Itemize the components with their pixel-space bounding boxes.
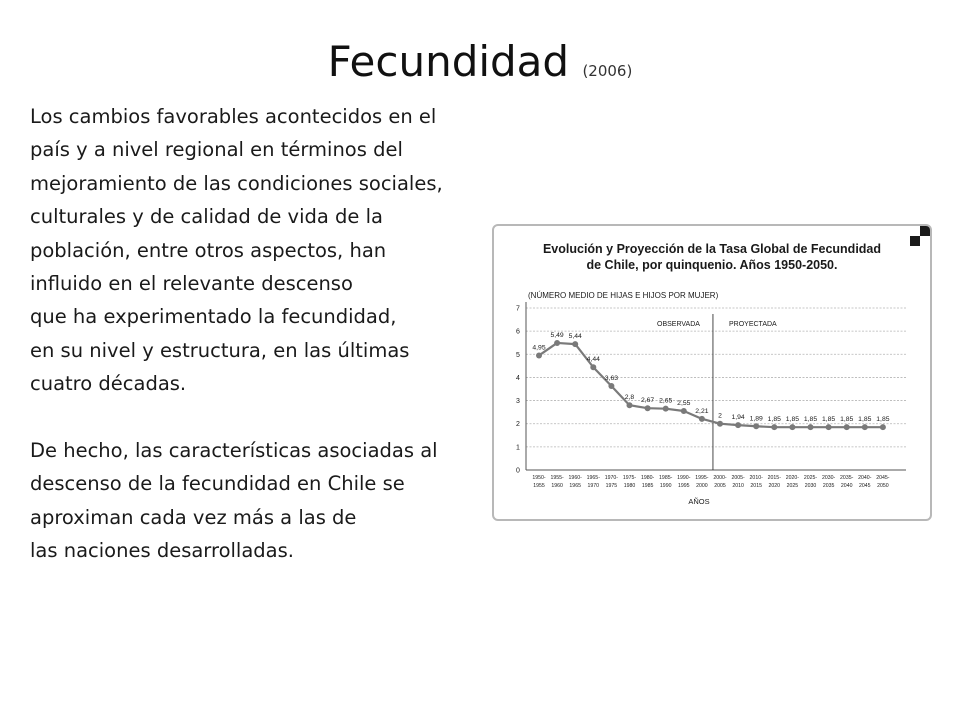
data-point: [572, 341, 578, 347]
x-tick-label: 2020-: [785, 475, 800, 481]
y-axis-label: (NÚMERO MEDIO DE HIJAS E HIJOS POR MUJER): [528, 291, 719, 300]
x-tick-label: 2025-: [803, 475, 818, 481]
text-line: descenso de la fecundidad en Chile se: [30, 472, 405, 496]
data-point: [826, 424, 832, 430]
data-point: [536, 352, 542, 358]
x-tick-label: 2045: [859, 483, 871, 489]
data-point: [608, 383, 614, 389]
data-label: 1,85: [803, 416, 818, 424]
data-point: [590, 364, 596, 370]
data-label: 1,85: [821, 416, 836, 424]
corner-squares-icon: [910, 226, 930, 246]
data-point: [645, 405, 651, 411]
data-label: 5,44: [568, 333, 582, 341]
x-tick-label: 1965-: [586, 475, 600, 481]
text-line: Los cambios favorables acontecidos en el: [30, 105, 437, 128]
x-tick-label: 1995: [678, 483, 690, 489]
text-line: cuatro décadas.: [30, 372, 187, 396]
text-line: mejoramiento de las condiciones sociales,: [30, 171, 443, 195]
projected-label: PROYECTADA: [729, 321, 777, 328]
data-point: [663, 406, 669, 412]
data-label: 2,55: [677, 399, 691, 407]
chart-title: Evolución y Proyección de la Tasa Global de Fecundidad: [542, 242, 882, 256]
data-label: 4,95: [532, 344, 546, 352]
x-tick-label: 2000-: [713, 475, 727, 481]
x-tick-label: 2010-: [749, 475, 763, 481]
y-tick-label: 0: [516, 467, 520, 475]
y-tick-label: 5: [516, 351, 520, 359]
text-line: De hecho, las características asociadas al: [30, 439, 438, 463]
x-tick-label: 1960: [551, 483, 563, 489]
data-label: 2: [718, 412, 722, 420]
data-label: 1,85: [858, 416, 872, 424]
text-line: en su nivel y estructura, en las últimas: [30, 338, 410, 362]
y-tick-label: 4: [516, 374, 520, 382]
data-label: 2,8: [624, 394, 635, 402]
x-tick-label: 2045-: [876, 475, 890, 481]
page-title: [0, 36, 960, 97]
corner-square: [910, 236, 920, 246]
x-tick-label: 1995-: [695, 475, 709, 481]
data-label: 3,63: [604, 374, 619, 382]
fertility-chart: [492, 224, 932, 521]
x-tick-label: 2030-: [821, 475, 836, 481]
data-point: [753, 423, 759, 429]
x-tick-label: 1980-: [640, 475, 655, 481]
x-tick-label: 1970-: [604, 475, 619, 481]
x-tick-label: 2005-: [731, 475, 745, 481]
data-label: 2,67: [640, 397, 655, 405]
data-label: 5,49: [550, 331, 564, 339]
x-tick-label: 2035: [822, 483, 835, 489]
x-tick-label: 1955: [533, 483, 545, 489]
data-point: [862, 424, 868, 430]
data-point: [880, 424, 886, 430]
data-label: 2,21: [695, 407, 709, 415]
x-tick-label: 1975: [605, 483, 618, 489]
data-point: [808, 424, 814, 430]
x-tick-label: 1955-: [550, 475, 564, 481]
y-tick-label: 6: [516, 328, 520, 336]
data-label: 1,85: [840, 416, 854, 424]
x-tick-label: 2035-: [840, 475, 854, 481]
data-label: 2,65: [659, 397, 673, 405]
x-tick-label: 2030: [804, 483, 817, 489]
x-tick-label: 2050: [877, 483, 889, 489]
text-line: influido en el relevante descenso: [30, 272, 353, 296]
x-tick-label: 2020: [768, 483, 781, 489]
x-tick-label: 2040: [840, 483, 853, 489]
x-tick-label: 1990-: [677, 475, 691, 481]
x-tick-label: 1965: [569, 483, 581, 489]
paragraph-2: [30, 434, 500, 568]
x-tick-label: 2000: [696, 483, 708, 489]
data-label: 1,89: [749, 415, 763, 423]
text-line: culturales y de calidad de vida de la: [30, 205, 383, 229]
data-label: 1,85: [785, 416, 800, 424]
text-line: país y a nivel regional en términos del: [30, 138, 403, 162]
data-point: [789, 424, 795, 430]
series-layer: [532, 332, 889, 430]
x-tick-label: 1985: [641, 483, 654, 489]
data-point: [717, 421, 723, 427]
x-tick-label: 2005: [714, 483, 726, 489]
data-point: [735, 422, 741, 428]
data-label: 1,85: [767, 416, 781, 424]
title-main: Fecundidad: [327, 37, 570, 86]
data-point: [681, 408, 687, 414]
x-tick-label: 1960-: [568, 475, 582, 481]
x-tick-label: 1980: [623, 483, 636, 489]
y-tick-label: 2: [516, 421, 520, 429]
data-label: 4,44: [586, 356, 600, 364]
body-text: [30, 100, 500, 568]
x-tick-label: 1950-: [532, 475, 546, 481]
x-axis-label: AÑOS: [688, 497, 710, 506]
x-tick-label: 2015-: [767, 475, 781, 481]
y-tick-label: 1: [516, 444, 520, 452]
y-tick-label: 3: [516, 398, 520, 406]
title-year: (2006): [582, 62, 633, 80]
text-line: aproximan cada vez más a las de: [30, 505, 357, 529]
chart-canvas: [494, 226, 930, 519]
observed-label: OBSERVADA: [657, 321, 700, 328]
data-label: 1,85: [876, 416, 890, 424]
data-point: [627, 402, 633, 408]
text-line: las naciones desarrolladas.: [30, 539, 294, 563]
data-point: [699, 416, 705, 422]
y-tick-label: 7: [516, 305, 520, 313]
data-point: [771, 424, 777, 430]
grid-layer: [526, 302, 906, 470]
data-point: [554, 340, 560, 346]
paragraph-1: [30, 100, 500, 401]
x-tick-label: 2015: [750, 483, 762, 489]
x-tick-label: 1975-: [622, 475, 637, 481]
x-tick-label: 1985-: [659, 475, 673, 481]
corner-square: [920, 226, 930, 236]
x-tick-label: 1970: [587, 483, 600, 489]
x-tick-label: 2025: [786, 483, 799, 489]
data-point: [844, 424, 850, 430]
chart-subtitle: de Chile, por quinquenio. Años 1950-2050.: [586, 258, 838, 272]
text-line: población, entre otros aspectos, han: [30, 238, 387, 262]
paragraph-gap: [30, 401, 500, 434]
data-label: 1,94: [731, 414, 745, 422]
text-line: que ha experimentado la fecundidad,: [30, 305, 397, 329]
x-tick-label: 2040-: [858, 475, 872, 481]
x-tick-label: 1990: [659, 483, 672, 489]
x-tick-label: 2010: [732, 483, 744, 489]
